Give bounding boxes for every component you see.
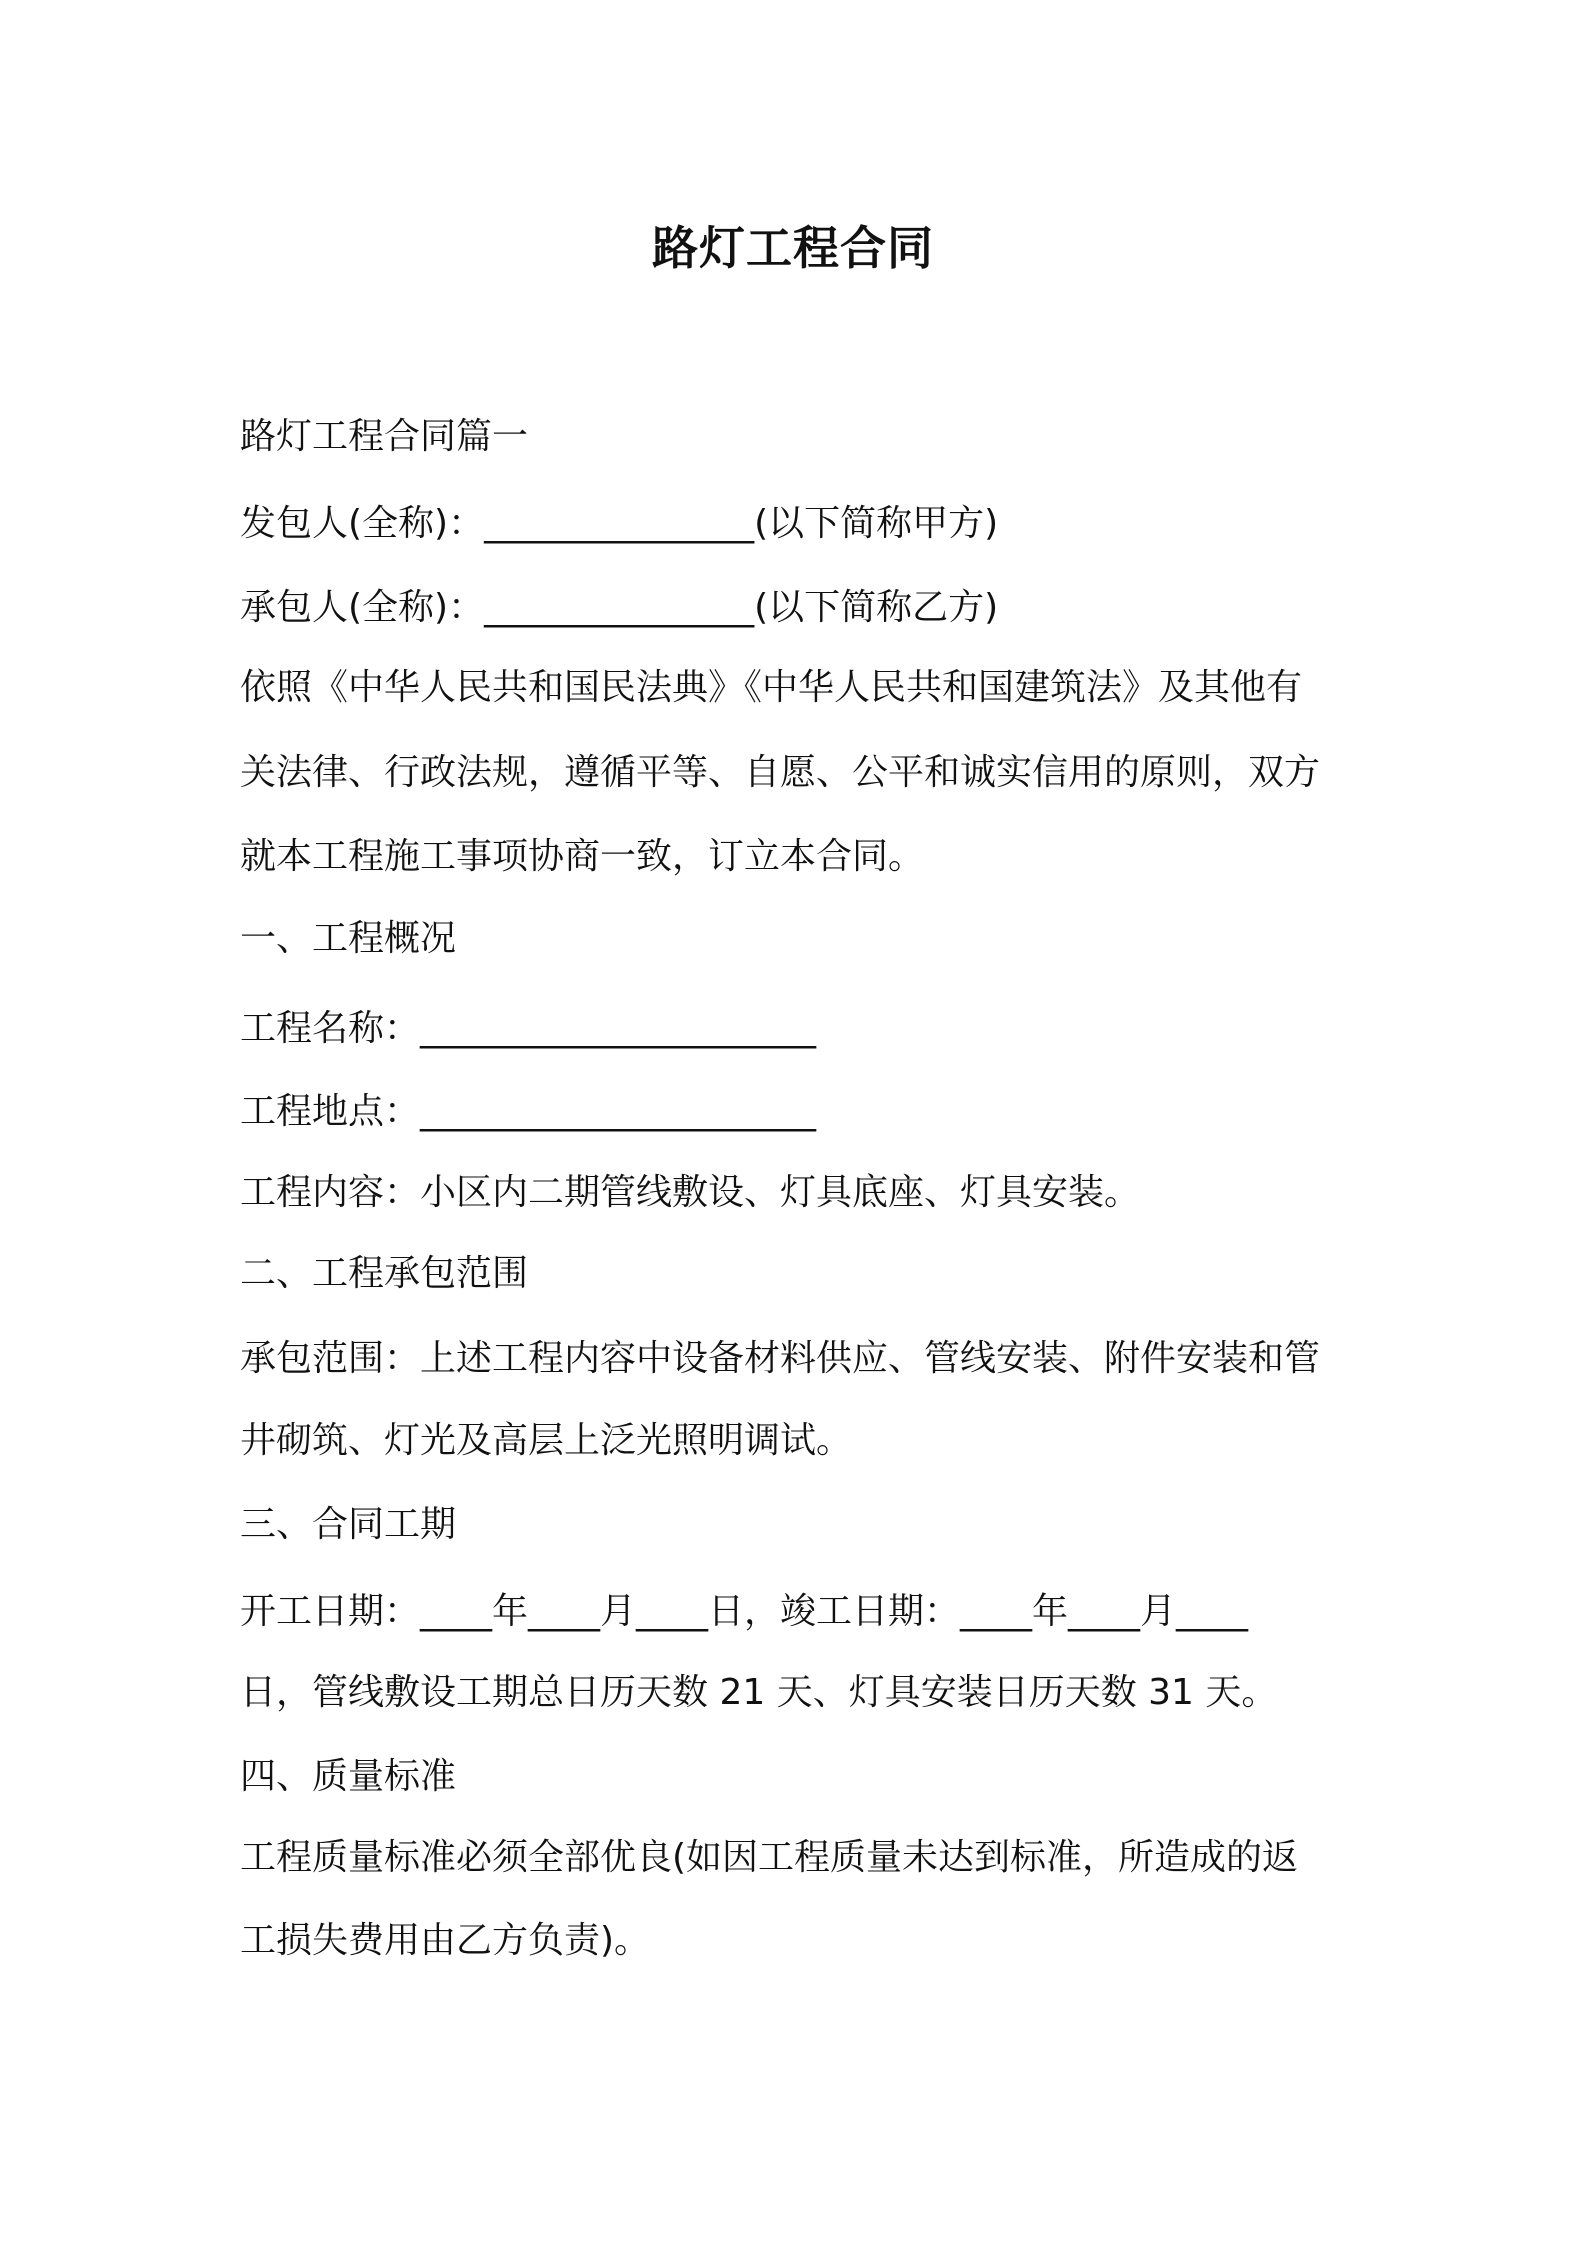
section-heading-scope: 二、工程承包范围 — [240, 1253, 529, 1294]
preamble-line-3: 就本工程施工事项协商一致，订立本合同。 — [240, 836, 925, 877]
project-location-line: 工程地点：______________________ — [240, 1091, 817, 1132]
quality-line-2: 工损失费用由乙方负责)。 — [240, 1920, 651, 1961]
project-name-line: 工程名称：______________________ — [240, 1008, 817, 1049]
section-heading-quality: 四、质量标准 — [240, 1756, 457, 1797]
contractor-line: 承包人(全称)：_______________(以下简称乙方) — [240, 587, 999, 628]
project-content-line: 工程内容：小区内二期管线敷设、灯具底座、灯具安装。 — [240, 1172, 1141, 1213]
preamble-line-2: 关法律、行政法规，遵循平等、自愿、公平和诚实信用的原则，双方 — [240, 752, 1321, 793]
section-heading-part-one: 路灯工程合同篇一 — [240, 416, 529, 457]
schedule-line-1: 开工日期：____年____月____日，竣工日期：____年____月____ — [240, 1591, 1249, 1632]
employer-line: 发包人(全称)：_______________(以下简称甲方) — [240, 503, 999, 544]
document-title: 路灯工程合同 — [652, 221, 934, 275]
scope-line-2: 井砌筑、灯光及高层上泛光照明调试。 — [240, 1420, 853, 1461]
preamble-line-1: 依照《中华人民共和国民法典》《中华人民共和国建筑法》及其他有 — [240, 667, 1303, 708]
section-heading-overview: 一、工程概况 — [240, 918, 457, 959]
quality-line-1: 工程质量标准必须全部优良(如因工程质量未达到标准，所造成的返 — [240, 1837, 1299, 1878]
scope-line-1: 承包范围：上述工程内容中设备材料供应、管线安装、附件安装和管 — [240, 1338, 1321, 1379]
section-heading-schedule: 三、合同工期 — [240, 1504, 457, 1545]
schedule-line-2: 日，管线敷设工期总日历天数 21 天、灯具安装日历天数 31 天。 — [240, 1672, 1278, 1713]
